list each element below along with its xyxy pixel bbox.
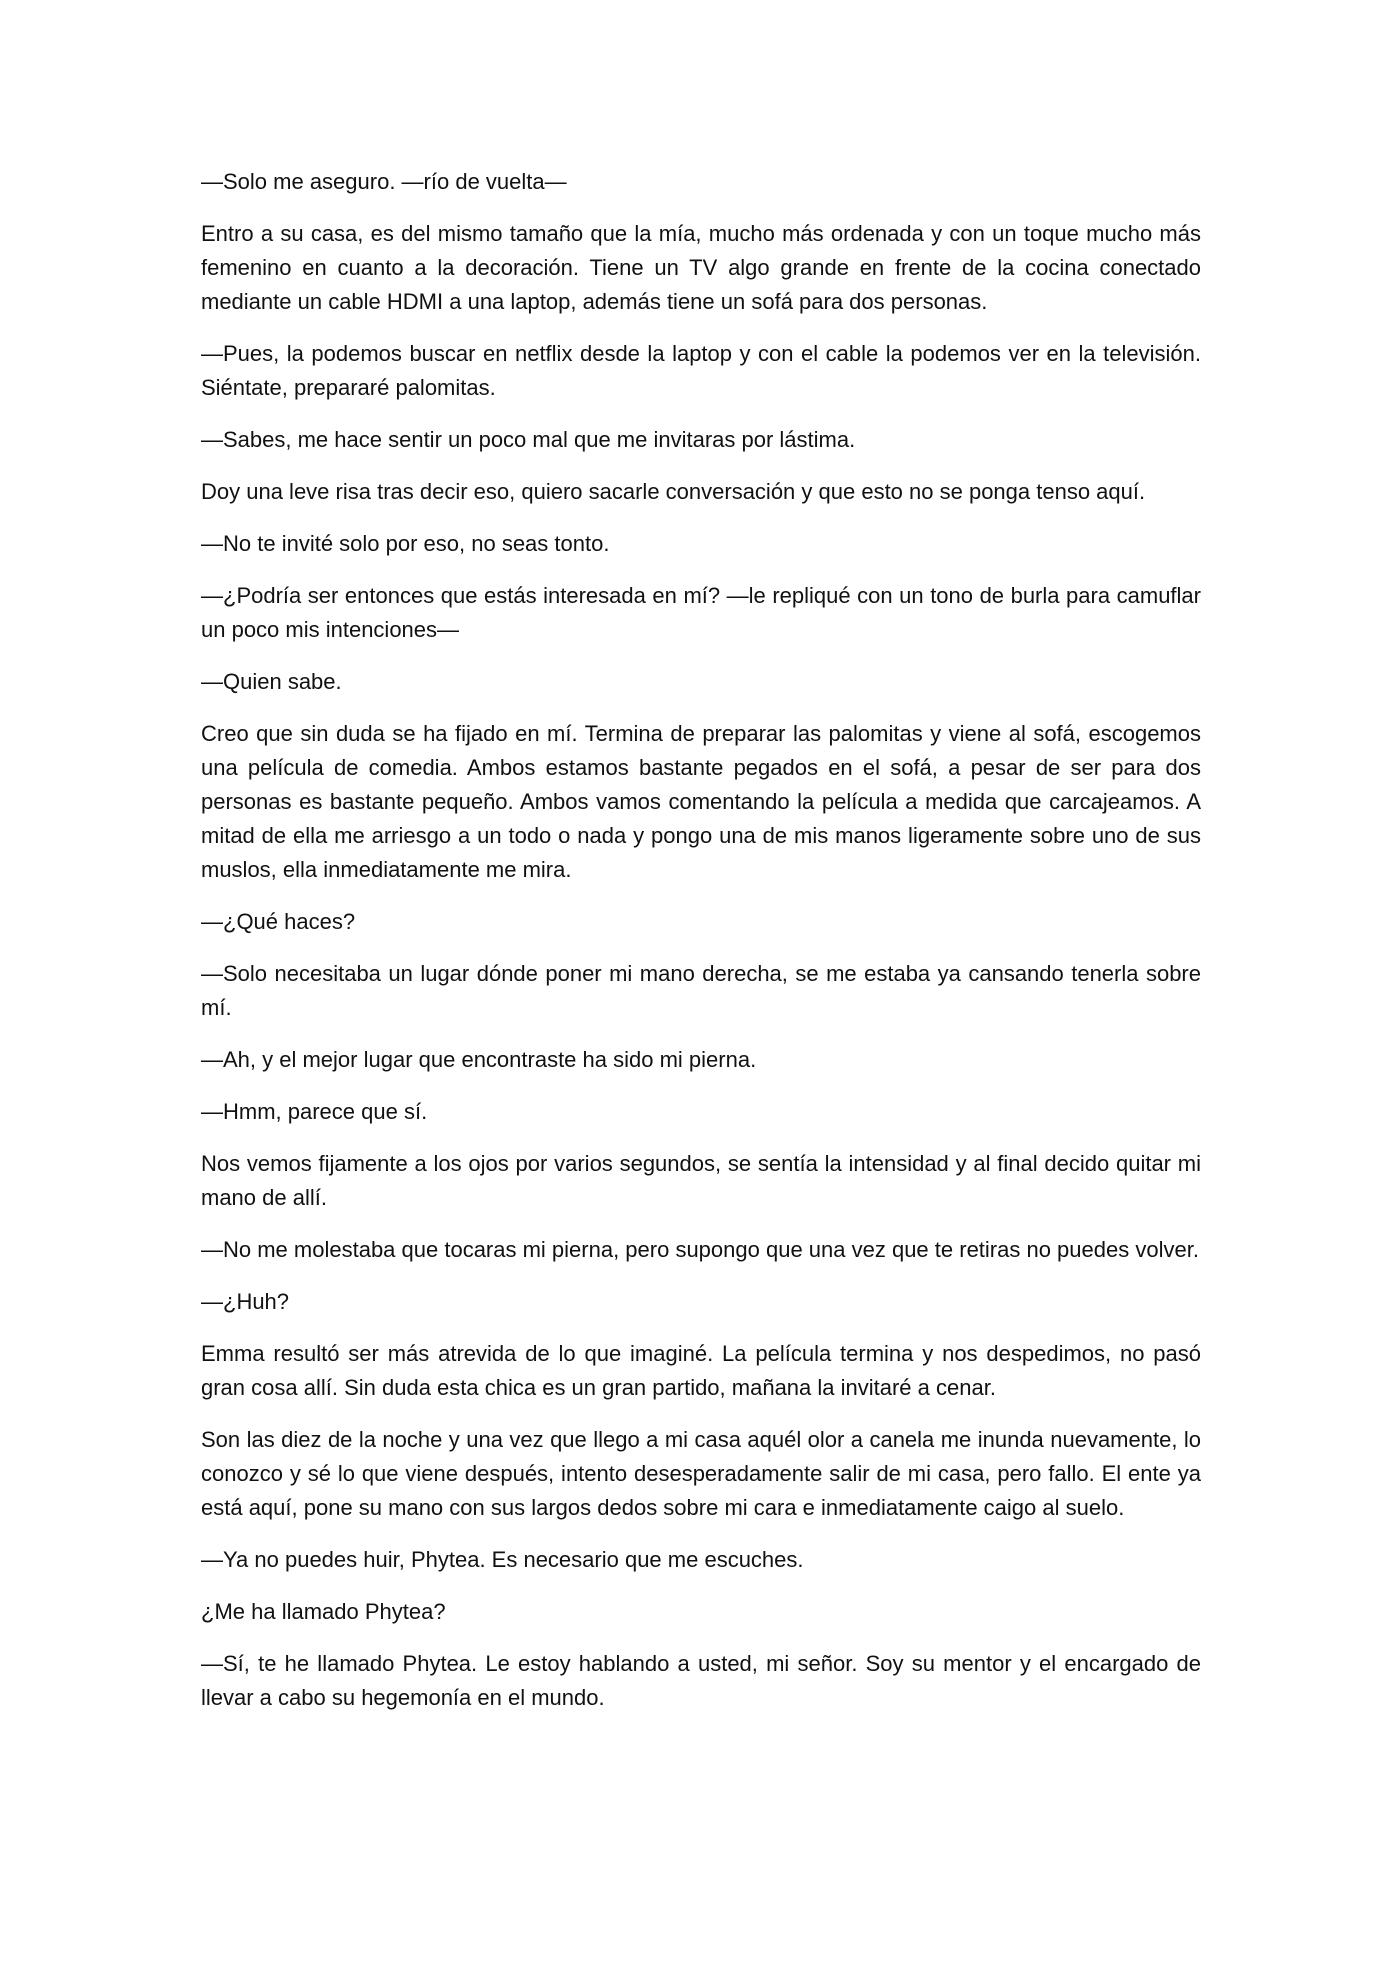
paragraph: Nos vemos fijamente a los ojos por varios segundos, se sentía la intensidad y al final decido quitar mi mano de allí. (201, 1151, 1201, 1210)
document-body (201, 165, 1201, 1733)
paragraph: —Pues, la podemos buscar en netflix desde la laptop y con el cable la podemos ver en la televisión. Siéntate, prepararé palomitas. (201, 341, 1201, 400)
paragraph: Son las diez de la noche y una vez que llego a mi casa aquél olor a canela me inunda nuevamente, lo conozco y sé lo que viene después, intento desesperadamente salir de mi casa, pero fallo. El ente ya está aquí, pone su mano con sus largos dedos sobre mi cara e inmediatamente caigo al suelo. (201, 1427, 1201, 1520)
paragraph: —¿Qué haces? (201, 909, 356, 934)
paragraph: —¿Huh? (201, 1289, 290, 1314)
paragraph: —Solo me aseguro. —río de vuelta— (201, 169, 567, 194)
paragraph: —No me molestaba que tocaras mi pierna, pero supongo que una vez que te retiras no puedes volver. (201, 1237, 1199, 1262)
paragraph: Creo que sin duda se ha fijado en mí. Termina de preparar las palomitas y viene al sofá, escogemos una película de comedia. Ambos estamos bastante pegados en el sofá, a pesar de ser para dos personas es bastante pequeño. Ambos vamos comentando la película a medida que carcajeamos. A mitad de ella me arriesgo a un todo o nada y pongo una de mis manos ligeramente sobre uno de sus muslos, ella inmediatamente me mira. (201, 721, 1201, 882)
paragraph: —Ah, y el mejor lugar que encontraste ha sido mi pierna. (201, 1047, 757, 1072)
paragraph: —Solo necesitaba un lugar dónde poner mi mano derecha, se me estaba ya cansando tenerla sobre mí. (201, 961, 1201, 1020)
paragraph: —No te invité solo por eso, no seas tonto. (201, 531, 610, 556)
paragraph: —¿Podría ser entonces que estás interesada en mí? —le repliqué con un tono de burla para camuflar un poco mis intenciones— (201, 583, 1201, 642)
paragraph: —Sí, te he llamado Phytea. Le estoy hablando a usted, mi señor. Soy su mentor y el encargado de llevar a cabo su hegemonía en el mundo. (201, 1651, 1201, 1710)
paragraph: —Hmm, parece que sí. (201, 1099, 428, 1124)
paragraph: Doy una leve risa tras decir eso, quiero sacarle conversación y que esto no se ponga tenso aquí. (201, 479, 1146, 504)
paragraph: Emma resultó ser más atrevida de lo que imaginé. La película termina y nos despedimos, no pasó gran cosa allí. Sin duda esta chica es un gran partido, mañana la invitaré a cenar. (201, 1341, 1201, 1400)
paragraph: —Sabes, me hace sentir un poco mal que me invitaras por lástima. (201, 427, 856, 452)
paragraph: Entro a su casa, es del mismo tamaño que la mía, mucho más ordenada y con un toque mucho más femenino en cuanto a la decoración. Tiene un TV algo grande en frente de la cocina conectado mediante un cable HDMI a una laptop, además tiene un sofá para dos personas. (201, 221, 1201, 314)
paragraph: —Ya no puedes huir, Phytea. Es necesario que me escuches. (201, 1547, 804, 1572)
paragraph: ¿Me ha llamado Phytea? (201, 1599, 446, 1624)
paragraph: —Quien sabe. (201, 669, 342, 694)
